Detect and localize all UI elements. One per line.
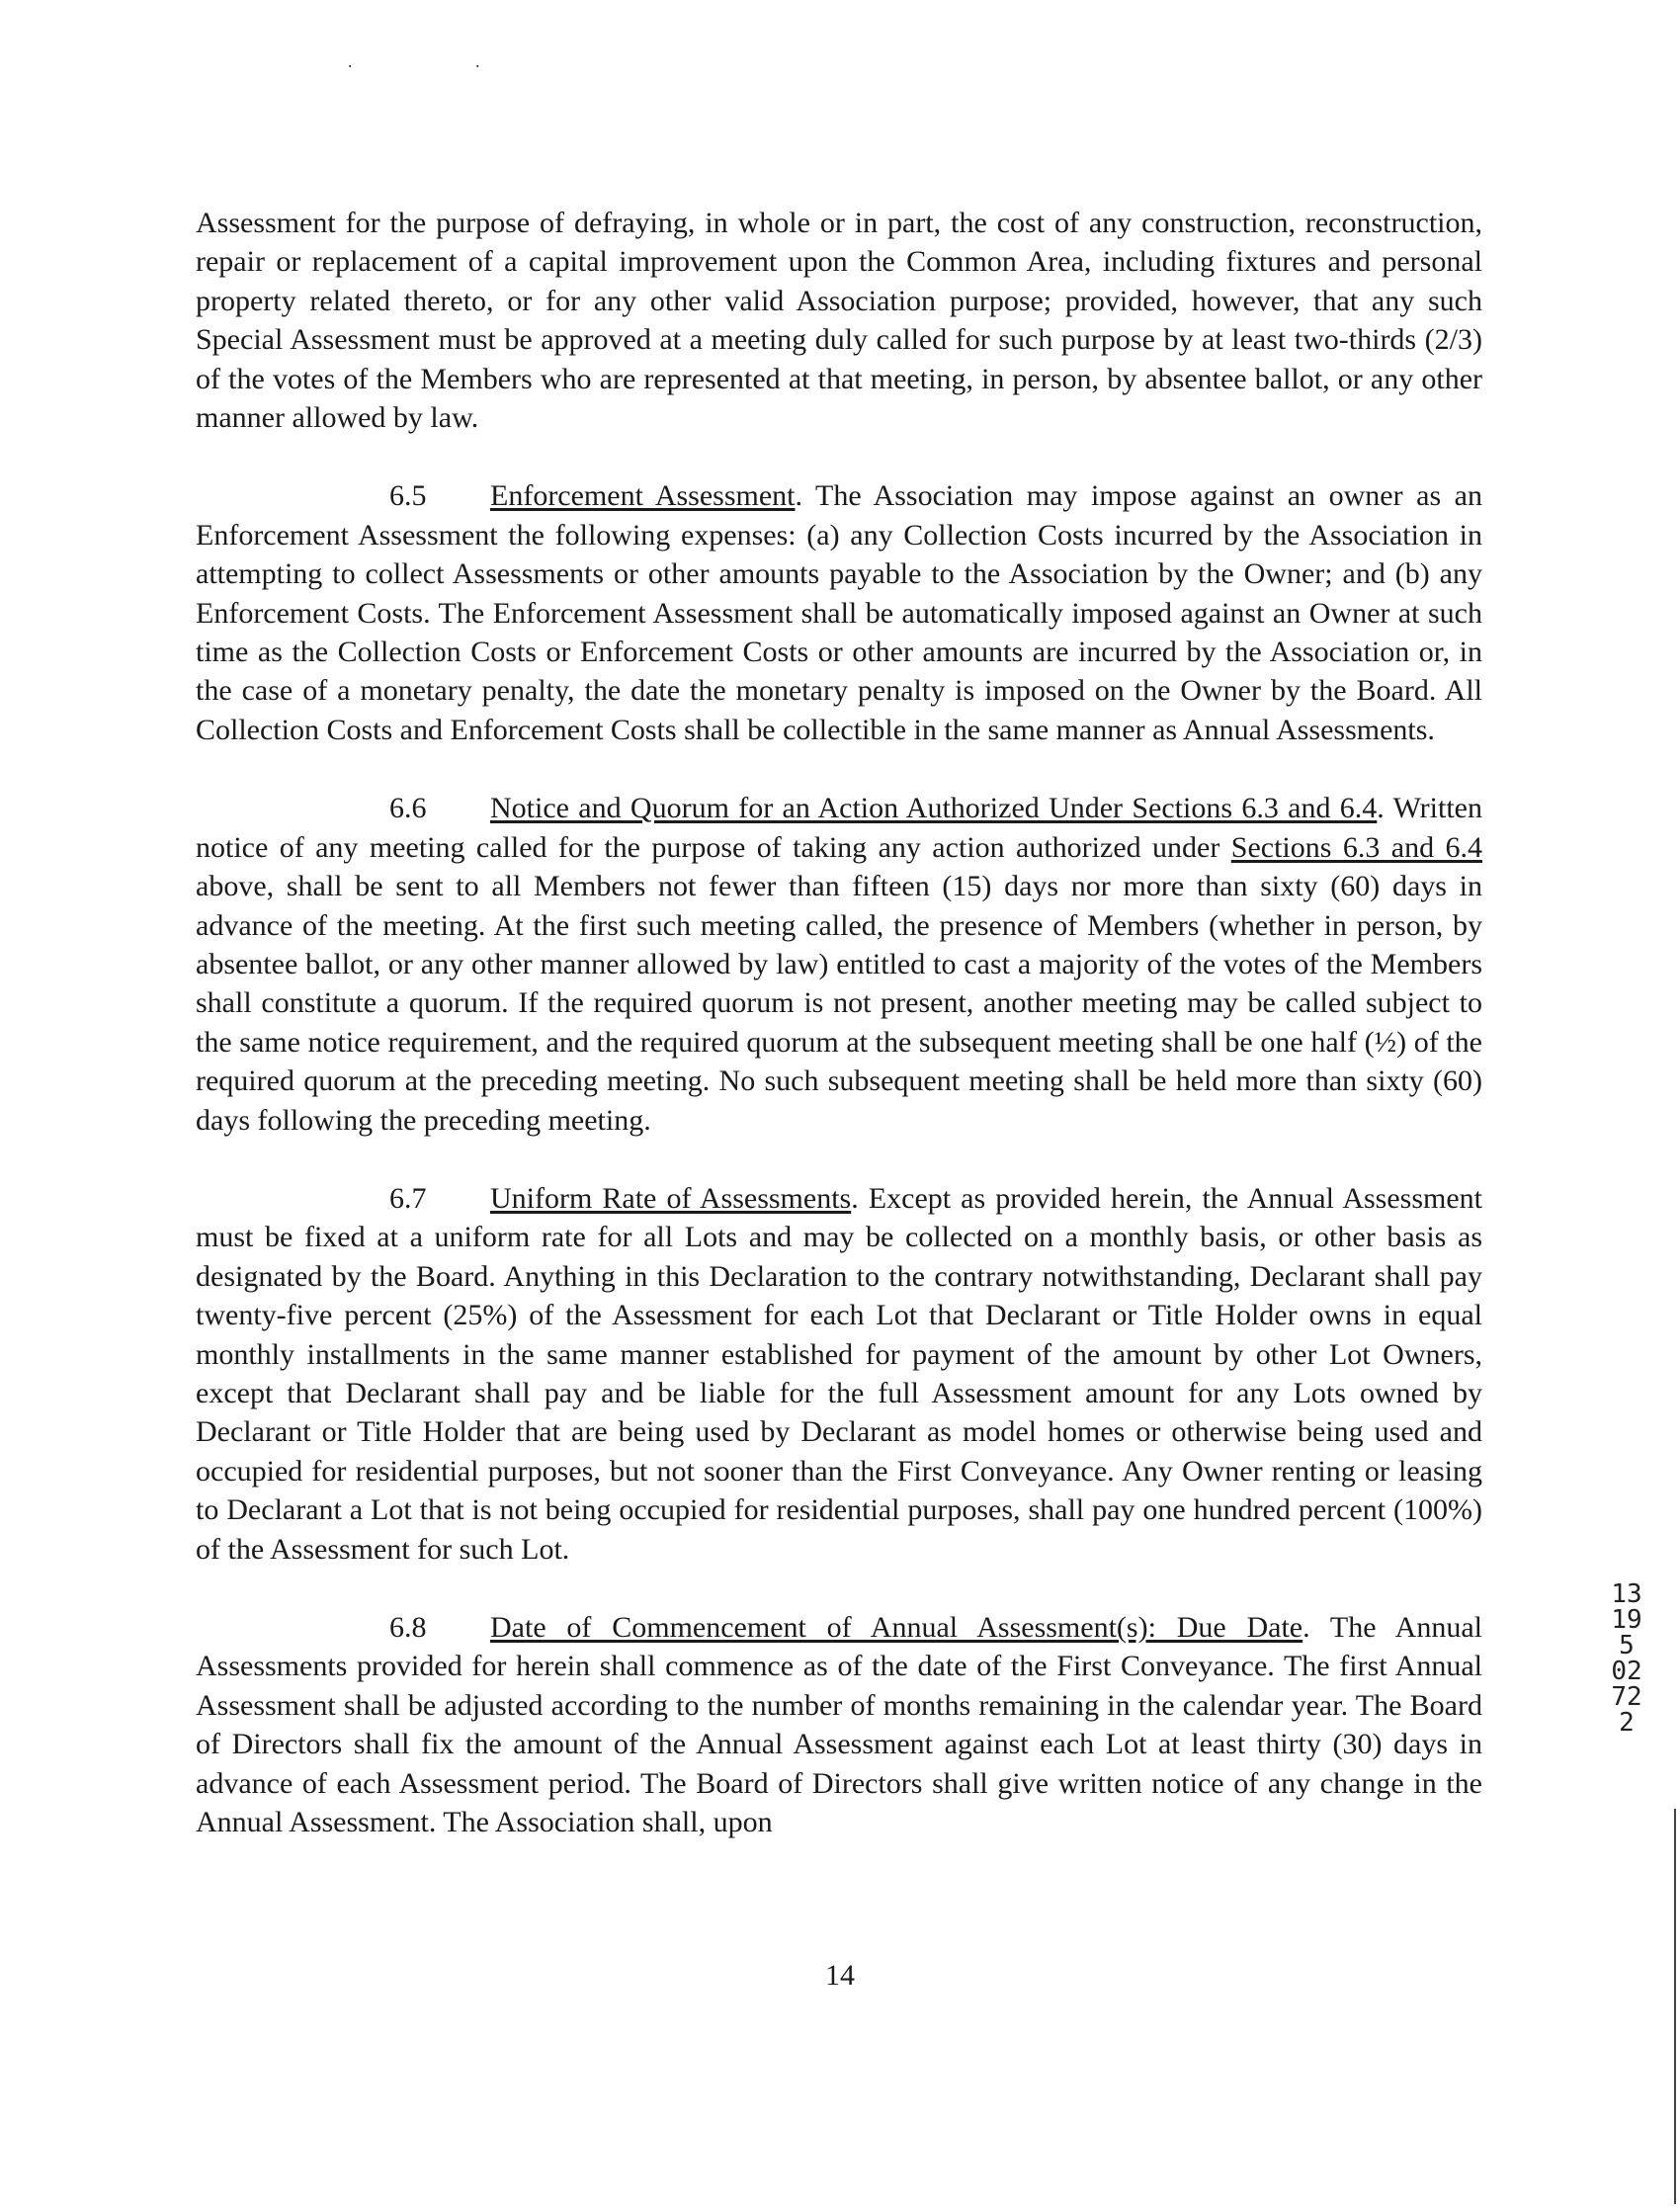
section-6-5 (196, 476, 1482, 749)
section-6-6 (196, 789, 1482, 1140)
section-6-7 (196, 1179, 1482, 1569)
recording-stamp: 13195 02722 (1611, 1579, 1642, 1738)
section-body: . The Annual Assessments provided for herein shall commence as of the date of the First Conveyance. The first Annual Assessment shall be adjusted according to the number of months remaining in the calendar year. The Board of Directors shall fix the amount of the Annual Assessment against each Lot at least thirty (30) days in advance of each Assessment period. The Board of Directors shall give written notice of any change in the Annual Assessment. The Association shall, upon (196, 1611, 1482, 1839)
page-number: 14 (825, 1959, 855, 1992)
section-6-8 (196, 1608, 1482, 1841)
section-number: 6.5 (389, 479, 427, 513)
scan-edge-line (1674, 1809, 1676, 2204)
section-number: 6.8 (389, 1611, 427, 1644)
scan-marks: . . (348, 51, 540, 71)
section-body: . The Association may impose against an owner as an Enforcement Assessment the following expenses: (a) any Collection Costs incurred by the Association in attempting to collect Assessments or other amounts payable to the Association by the Owner; and (b) any Enforcement Costs. The Enforcement Assessment shall be automatically imposed against an Owner at such time as the Collection Costs or Enforcement Costs or other amounts are incurred by the Association or, in the case of a monetary penalty, the date the monetary penalty is imposed on the Owner by the Board. All Collection Costs and Enforcement Costs shall be collectible in the same manner as Annual Assessments. (196, 479, 1482, 746)
section-body: . Written notice of any meeting called for the purpose of taking any action authorized under (196, 792, 1482, 864)
section-body: . Except as provided herein, the Annual Assessment must be fixed at a uniform rate for all Lots and may be collected on a monthly basis, or other basis as designated by the Board. Anything in this Declaration to the contrary notwithstanding, Declarant shall pay twenty-five percent (25%) of the Assessment for each Lot that Declarant or Title Holder owns in equal monthly installments in the same manner established for payment of the amount by other Lot Owners, except that Declarant shall pay and be liable for the full Assessment amount for any Lots owned by Declarant or Title Holder that are being used by Declarant as model homes or otherwise being used and occupied for residential purposes, but not sooner than the First Conveyance. Any Owner renting or leasing to Declarant a Lot that is not being occupied for residential purposes, shall pay one hundred percent (100%) of the Assessment for such Lot. (196, 1181, 1482, 1566)
section-body-continued: above, shall be sent to all Members not fewer than fifteen (15) days nor more than sixty (60) days in advance of the meeting. At the first such meeting called, the presence of Members (whether in person, by absentee ballot, or any other manner allowed by law) entitled to cast a majority of the votes of the Members shall constitute a quorum. If the required quorum is not present, another meeting may be called subject to the same notice requirement, and the required quorum at the subsequent meeting shall be one half (½) of the required quorum at the preceding meeting. No such subsequent meeting shall be held more than sixty (60) days following the preceding meeting. (196, 870, 1482, 1137)
section-heading: Uniform Rate of Assessments (490, 1181, 852, 1215)
section-heading: Enforcement Assessment (490, 479, 796, 513)
section-heading: Notice and Quorum for an Action Authorized Under Sections 6.3 and 6.4 (490, 792, 1378, 825)
intro-paragraph: Assessment for the purpose of defraying, in whole or in part, the cost of any construction, reconstruction, repair or replacement of a capital improvement upon the Common Area, including fixtures and personal property related thereto, or for any other valid Association purpose; provided, however, that any such Special Assessment must be approved at a meeting duly called for such purpose by at least two-thirds (2/3) of the votes of the Members who are represented at that meeting, in person, by absentee ballot, or any other manner allowed by law. (196, 207, 1482, 435)
section-reference: Sections 6.3 and 6.4 (1230, 830, 1482, 864)
document-body (196, 204, 1482, 1881)
section-number: 6.7 (389, 1181, 427, 1215)
section-number: 6.6 (389, 792, 427, 825)
section-heading: Date of Commencement of Annual Assessment(s): Due Date (490, 1611, 1303, 1644)
